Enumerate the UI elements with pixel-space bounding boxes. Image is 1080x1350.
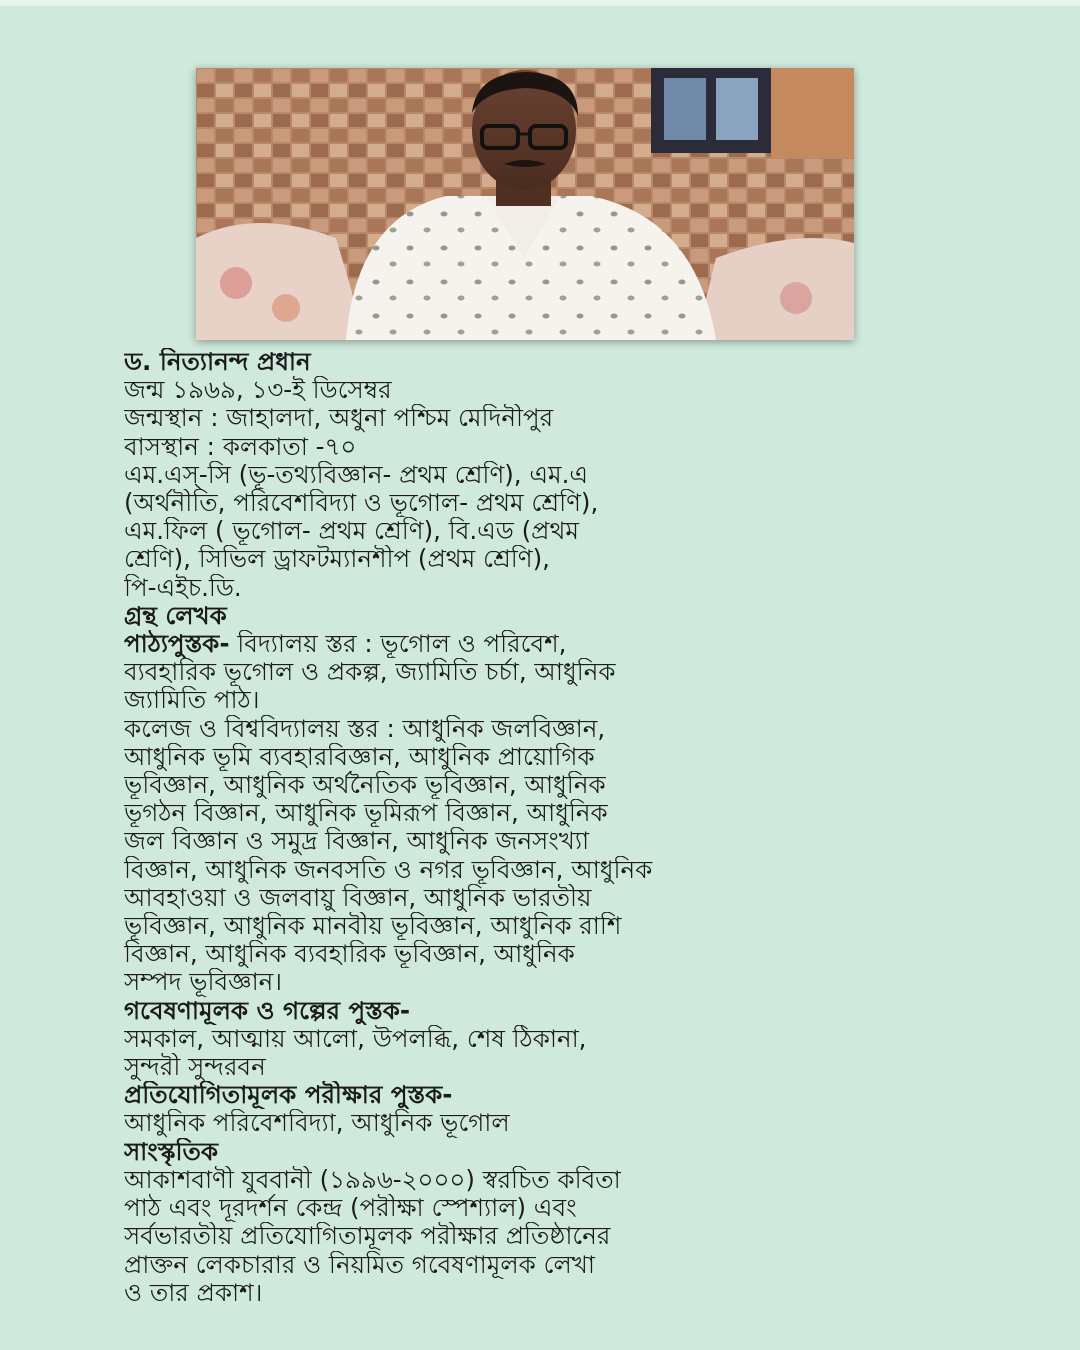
textbook-line: জ্যামিতি পাঠ। <box>124 686 260 715</box>
education-line: পি-এইচ.ডি. <box>124 573 242 602</box>
cultural-line: প্রাক্তন লেকচারার ও নিয়মিত গবেষণামূলক লেখা <box>124 1250 595 1279</box>
cultural-line: ও তার প্রকাশ। <box>124 1278 263 1307</box>
college-line: বিজ্ঞান, আধুনিক জনবসতি ও নগর ভূবিজ্ঞান, আধুনিক <box>124 855 653 884</box>
competitive-line: আধুনিক পরিবেশবিদ্যা, আধুনিক ভূগোল <box>124 1109 510 1138</box>
research-heading: গবেষণামূলক ও গল্পের পুস্তক- <box>124 996 411 1025</box>
textbook-line: ব্যবহারিক ভূগোল ও প্রকল্প, জ্যামিতি চর্চা, আধুনিক <box>124 658 616 687</box>
author-name: ড. নিত্যানন্দ প্রধান <box>124 348 311 376</box>
college-line: ভূগঠন বিজ্ঞান, আধুনিক ভূমিরূপ বিজ্ঞান, আধুনিক <box>124 799 608 828</box>
textbook-label: পাঠ্যপুস্তক- <box>124 630 230 659</box>
college-line: সম্পদ ভূবিজ্ঞান। <box>124 968 283 997</box>
college-line: জল বিজ্ঞান ও সমুদ্র বিজ্ঞান, আধুনিক জনসংখ্যা <box>124 827 590 856</box>
cultural-heading: সাংস্কৃতিক <box>124 1137 219 1166</box>
biography <box>124 348 960 1307</box>
college-line: ভূবিজ্ঞান, আধুনিক মানবীয় ভূবিজ্ঞান, আধুনিক রাশি <box>124 912 622 941</box>
residence: বাসস্থান : কলকাতা -৭০ <box>124 432 357 461</box>
research-line: সুন্দরী সুন্দরবন <box>124 1053 266 1082</box>
top-border <box>0 0 1080 6</box>
education-line: (অর্থনীতি, পরিবেশবিদ্যা ও ভূগোল- প্রথম শ্রেণি), <box>124 489 599 518</box>
birth-date: জন্ম ১৯৬৯, ১৩-ই ডিসেম্বর <box>124 376 392 405</box>
cultural-line: আকাশবাণী যুববানী (১৯৯৬-২০০০) স্বরচিত কবিতা <box>124 1165 621 1194</box>
college-line: কলেজ ও বিশ্ববিদ্যালয় স্তর : আধুনিক জলবিজ্ঞান, <box>124 714 606 743</box>
cultural-line: পাঠ এবং দূরদর্শন কেন্দ্র (পরীক্ষা স্পেশ্যাল) এবং <box>124 1194 577 1223</box>
cultural-line: সর্বভারতীয় প্রতিযোগিতামূলক পরীক্ষার প্রতিষ্ঠানের <box>124 1222 611 1251</box>
education-line: এম.এস্-সি (ভূ-তথ্যবিজ্ঞান- প্রথম শ্রেণি), এম.এ <box>124 460 589 489</box>
portrait-photo <box>196 68 854 340</box>
college-line: আবহাওয়া ও জলবায়ু বিজ্ঞান, আধুনিক ভারতীয় <box>124 883 592 912</box>
college-line: আধুনিক ভূমি ব্যবহারবিজ্ঞান, আধুনিক প্রায়োগিক <box>124 742 595 771</box>
textbook-first-line-text: বিদ্যালয় স্তর : ভূগোল ও পরিবেশ, <box>229 630 567 659</box>
textbook-first-line <box>124 630 960 658</box>
college-line: বিজ্ঞান, আধুনিক ব্যবহারিক ভূবিজ্ঞান, আধুনিক <box>124 940 575 969</box>
education-line: এম.ফিল ( ভূগোল- প্রথম শ্রেণি), বি.এড (প্রথম <box>124 517 579 546</box>
author-heading: গ্রন্থ লেখক <box>124 601 227 630</box>
birthplace: জন্মস্থান : জাহালদা, অধুনা পশ্চিম মেদিনীপুর <box>124 404 554 433</box>
college-line: ভূবিজ্ঞান, আধুনিক অর্থনৈতিক ভূবিজ্ঞান, আধুনিক <box>124 771 606 800</box>
education-line: শ্রেণি), সিভিল ড্রাফটম্যানশীপ (প্রথম শ্রেণি), <box>124 545 550 574</box>
research-line: সমকাল, আত্মায় আলো, উপলব্ধি, শেষ ঠিকানা, <box>124 1024 587 1053</box>
competitive-heading: প্রতিযোগিতামূলক পরীক্ষার পুস্তক- <box>124 1081 453 1110</box>
